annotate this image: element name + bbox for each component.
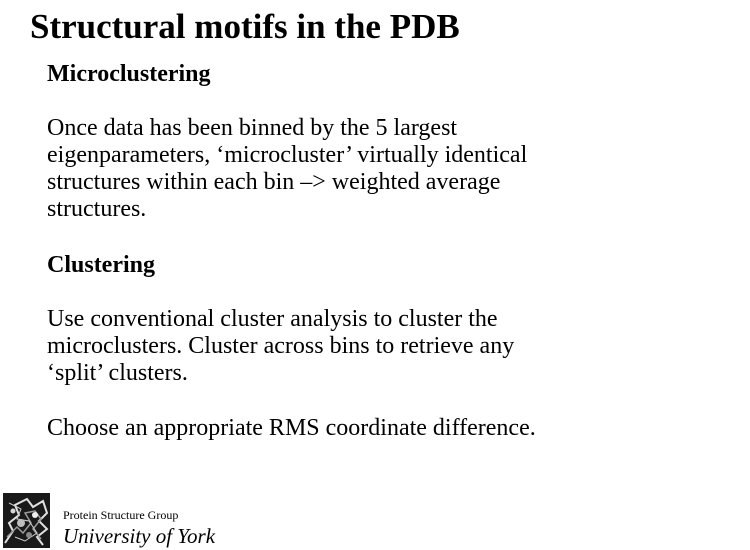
clustering-paragraph [47,306,737,387]
section-heading-microclustering: Microclustering [47,61,211,87]
paragraph-line: structures. [47,196,147,222]
paragraph-line: Use conventional cluster analysis to cluster the [47,306,498,332]
page-title: Structural motifs in the PDB [30,7,460,46]
paragraph-line: ‘split’ clusters. [47,360,188,386]
paragraph-line: eigenparameters, ‘microcluster’ virtually identical [47,142,528,168]
paragraph-line: structures within each bin –> weighted average [47,169,501,195]
microclustering-paragraph [47,115,737,223]
protein-structure-logo-icon [3,493,50,548]
paragraph-line: Choose an appropriate RMS coordinate difference. [47,415,536,441]
paragraph-line: microclusters. Cluster across bins to retrieve any [47,333,515,359]
paragraph-line: Once data has been binned by the 5 largest [47,115,458,141]
university-name: University of York [63,524,216,548]
group-name: Protein Structure Group [63,508,179,522]
rms-note [47,415,737,442]
section-heading-clustering: Clustering [47,252,155,278]
